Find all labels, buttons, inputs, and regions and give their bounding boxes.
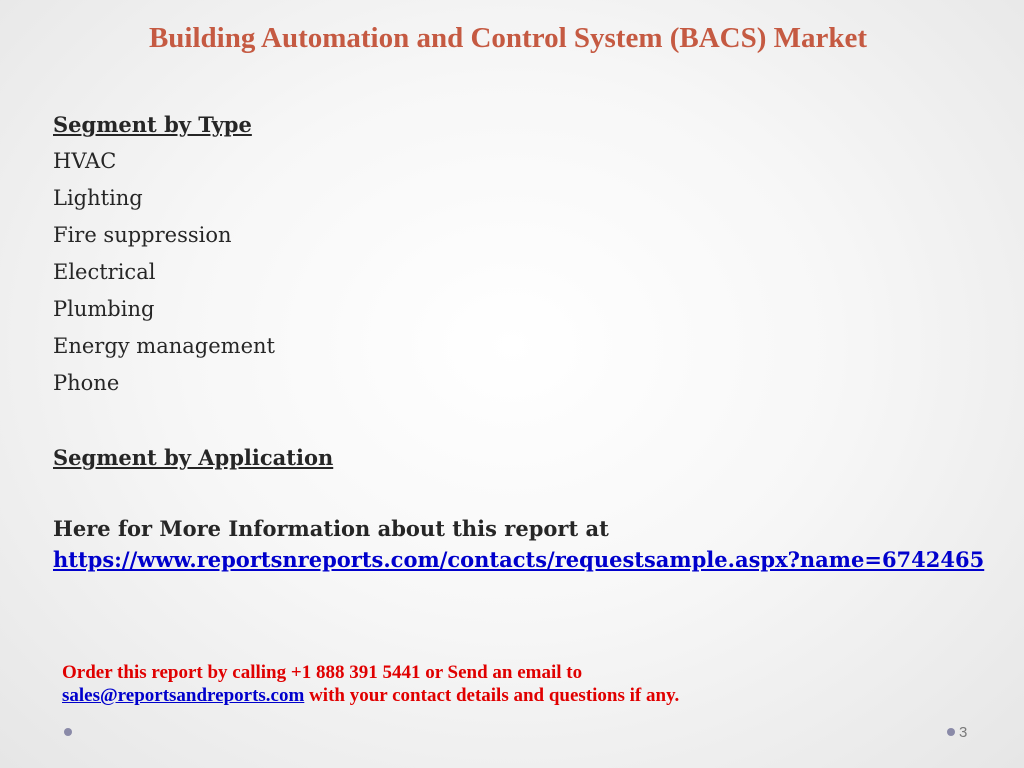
- bullet-dot-right-icon: [947, 728, 955, 736]
- segment-type-item: Electrical: [53, 260, 156, 284]
- segment-type-item: Plumbing: [53, 297, 155, 321]
- segment-type-item: HVAC: [53, 149, 117, 173]
- segment-type-item: Fire suppression: [53, 223, 232, 247]
- order-notice: [62, 661, 992, 707]
- segment-type-item: Energy management: [53, 334, 275, 358]
- page-number: 3: [959, 724, 968, 741]
- order-text-after: with your contact details and questions if any.: [309, 685, 680, 706]
- email-link[interactable]: sales@reportsandreports.com: [62, 685, 305, 706]
- report-link[interactable]: https://www.reportsnreports.com/contacts/requestsample.aspx?name=6742465: [53, 547, 985, 572]
- spacer: [53, 476, 993, 513]
- segment-type-item: Lighting: [53, 186, 143, 210]
- segment-type-heading: Segment by Type: [53, 112, 252, 137]
- bullet-dot-left-icon: [64, 728, 72, 736]
- spacer: [53, 402, 993, 439]
- order-text: Order this report by calling +1 888 391 5441 or Send an email to: [62, 662, 583, 683]
- segment-type-item: Phone: [53, 371, 120, 395]
- slide-title: Building Automation and Control System (BACS) Market: [148, 22, 868, 54]
- slide-content: [53, 106, 993, 575]
- segment-application-heading: Segment by Application: [53, 445, 334, 470]
- more-info-text: Here for More Information about this report at: [53, 516, 609, 541]
